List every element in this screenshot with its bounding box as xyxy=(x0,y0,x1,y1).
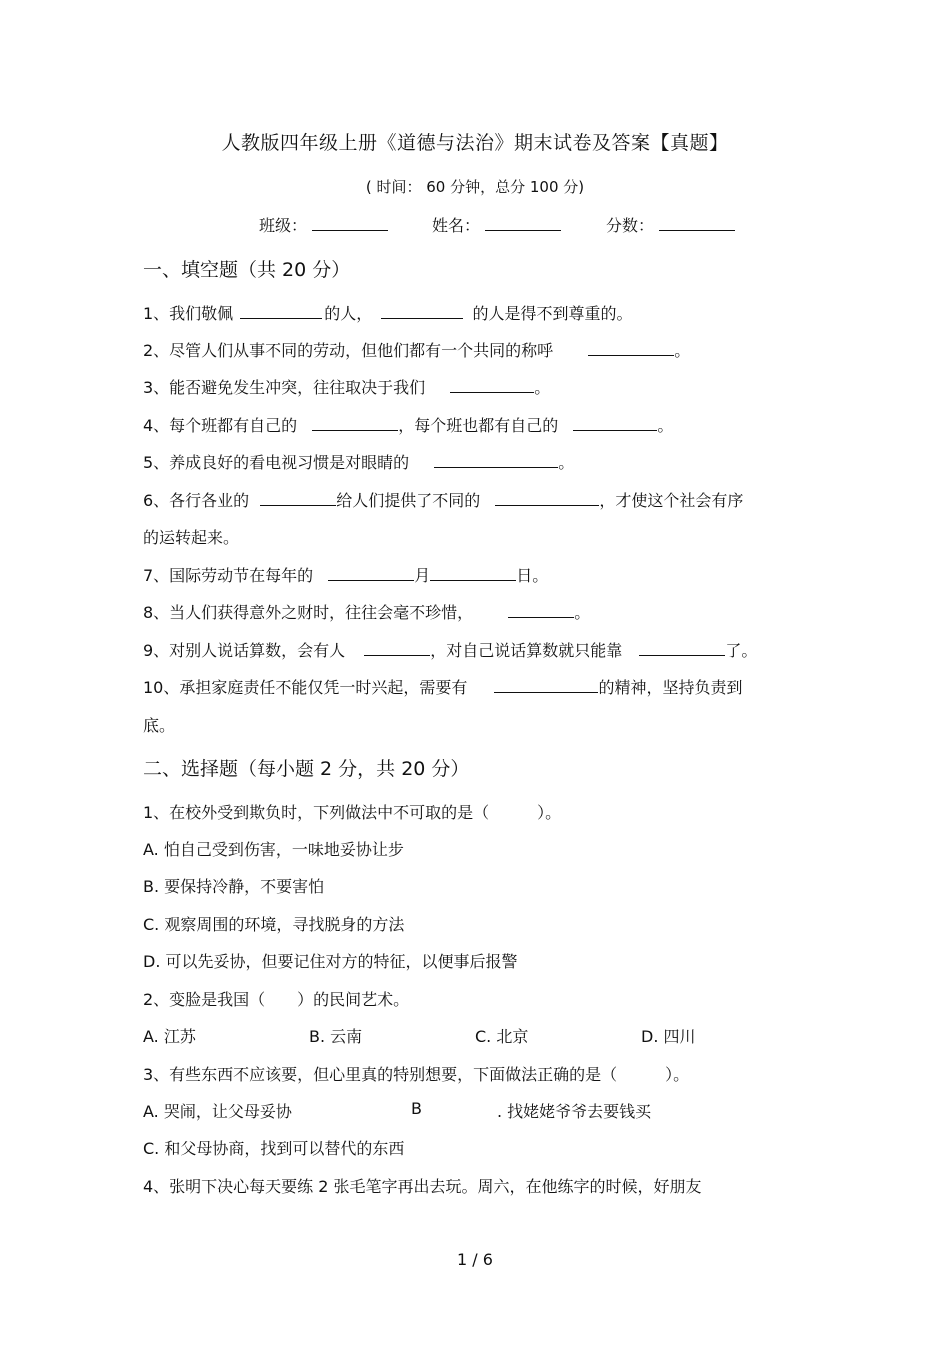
question-1-10 xyxy=(143,675,742,698)
answer-blank xyxy=(240,302,322,319)
question-text: 。 xyxy=(574,603,591,622)
page-number: 1 / 6 xyxy=(457,1250,493,1269)
option-2-2-d: D. 四川 xyxy=(641,1027,696,1046)
section-heading-multiple-choice: 二、选择题（每小题 2 分，共 20 分） xyxy=(143,758,470,780)
question-text: 7、国际劳动节在每年的 xyxy=(143,566,314,585)
question-2-1: 1、在校外受到欺负时，下列做法中不可取的是（ ）。 xyxy=(143,803,562,822)
answer-blank xyxy=(494,676,598,693)
question-text: 。 xyxy=(674,341,691,360)
answer-blank xyxy=(434,451,558,468)
answer-blank xyxy=(364,639,430,656)
score-field xyxy=(606,213,735,236)
answer-blank xyxy=(260,489,336,506)
question-1-10-cont: 底。 xyxy=(143,716,176,735)
question-text: 2、尽管人们从事不同的劳动，但他们都有一个共同的称呼 xyxy=(143,341,554,360)
question-text: 的人， xyxy=(324,304,373,323)
question-text: 4、每个班都有自己的 xyxy=(143,416,298,435)
option-2-2-c: C. 北京 xyxy=(475,1027,529,1046)
question-text: 3、能否避免发生冲突，往往取决于我们 xyxy=(143,378,426,397)
question-text: 9、对别人说话算数，会有人 xyxy=(143,641,346,660)
question-1-1 xyxy=(143,301,633,324)
class-label: 班级： xyxy=(259,216,308,235)
question-text: ，每个班也都有自己的 xyxy=(398,416,559,435)
option-2-2-b: B. 云南 xyxy=(309,1027,363,1046)
answer-blank xyxy=(573,414,657,431)
question-1-3 xyxy=(143,375,550,398)
section-heading-fill-in: 一、填空题（共 20 分） xyxy=(143,259,351,281)
question-1-4 xyxy=(143,413,673,436)
question-text: ，才使这个社会有序 xyxy=(599,491,744,510)
question-text: 8、当人们获得意外之财时，往往会毫不珍惜， xyxy=(143,603,474,622)
question-text: 。 xyxy=(558,453,575,472)
page-title: 人教版四年级上册《道德与法治》期末试卷及答案【真题】 xyxy=(221,132,729,154)
question-1-6 xyxy=(143,488,743,511)
option-2-1-a: A. 怕自己受到伤害，一味地妥协让步 xyxy=(143,840,404,859)
question-text: 的精神，坚持负责到 xyxy=(598,678,743,697)
question-text: 给人们提供了不同的 xyxy=(336,491,481,510)
name-blank xyxy=(485,214,561,231)
question-2-2: 2、变脸是我国（ ）的民间艺术。 xyxy=(143,990,410,1009)
option-2-1-b: B. 要保持冷静，不要害怕 xyxy=(143,877,325,896)
question-1-5 xyxy=(143,450,574,473)
question-text: 月 xyxy=(414,566,431,585)
option-2-3-c: C. 和父母协商，找到可以替代的东西 xyxy=(143,1139,405,1158)
answer-blank xyxy=(450,376,534,393)
question-text: ，对自己说话算数就只能靠 xyxy=(430,641,623,660)
question-2-3: 3、有些东西不应该要，但心里真的特别想要，下面做法正确的是（ ）。 xyxy=(143,1065,690,1084)
question-text: 日。 xyxy=(516,566,549,585)
score-blank xyxy=(659,214,735,231)
option-2-1-d: D. 可以先妥协，但要记住对方的特征，以便事后报警 xyxy=(143,952,518,971)
question-1-8 xyxy=(143,600,590,623)
question-text: 6、各行各业的 xyxy=(143,491,250,510)
question-2-4: 4、张明下决心每天要练 2 张毛笔字再出去玩。周六，在他练字的时候，好朋友 xyxy=(143,1177,702,1196)
answer-blank xyxy=(588,339,674,356)
answer-blank xyxy=(508,601,574,618)
class-field xyxy=(259,213,388,236)
question-text: 了。 xyxy=(725,641,758,660)
exam-subtitle: ( 时间： 60 分钟，总分 100 分) xyxy=(365,178,585,196)
option-2-3-a: A. 哭闹，让父母妥协 xyxy=(143,1102,292,1121)
answer-blank xyxy=(328,564,414,581)
answer-blank xyxy=(430,564,516,581)
question-text: 。 xyxy=(534,378,551,397)
question-1-2 xyxy=(143,338,690,361)
question-1-6-cont: 的运转起来。 xyxy=(143,528,240,547)
question-text: 。 xyxy=(657,416,674,435)
question-1-9 xyxy=(143,638,757,661)
answer-blank xyxy=(639,639,725,656)
answer-blank xyxy=(381,302,463,319)
question-1-7 xyxy=(143,563,548,586)
option-2-1-c: C. 观察周围的环境，寻找脱身的方法 xyxy=(143,915,405,934)
option-2-3-b-letter: B xyxy=(411,1099,422,1118)
question-text: 10、承担家庭责任不能仅凭一时兴起，需要有 xyxy=(143,678,468,697)
name-label: 姓名： xyxy=(432,216,481,235)
class-blank xyxy=(312,214,388,231)
question-text: 5、养成良好的看电视习惯是对眼睛的 xyxy=(143,453,410,472)
option-2-2-a: A. 江苏 xyxy=(143,1027,196,1046)
question-text: 的人是得不到尊重的。 xyxy=(472,304,633,323)
question-text: 1、我们敬佩 xyxy=(143,304,234,323)
answer-blank xyxy=(495,489,599,506)
name-field xyxy=(432,213,561,236)
score-label: 分数： xyxy=(606,216,655,235)
answer-blank xyxy=(312,414,398,431)
option-2-3-b-text: . 找姥姥爷爷去要钱买 xyxy=(497,1102,652,1121)
